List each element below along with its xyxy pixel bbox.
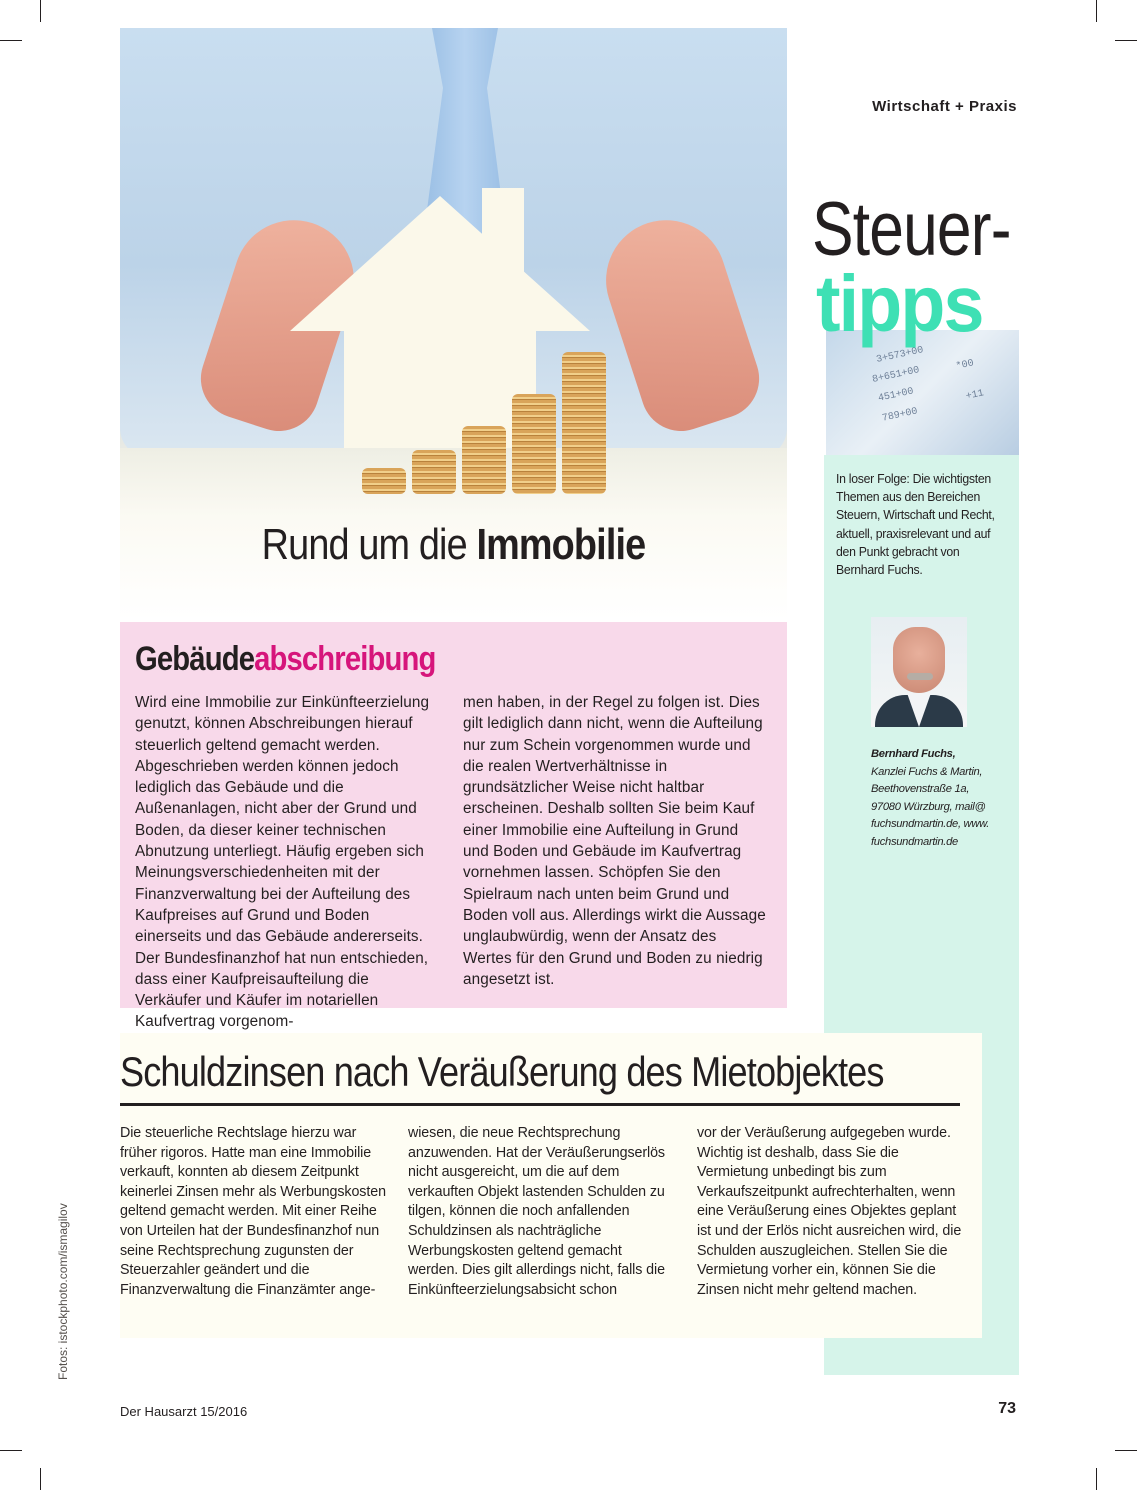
section-tag: Wirtschaft + Praxis <box>872 98 1017 115</box>
crop-mark <box>1115 40 1137 41</box>
crop-mark <box>1115 1450 1137 1451</box>
article-column-3: vor der Veräußerung aufgegeben wurde. Wichtig ist deshalb, dass Sie die Vermietung unbedingt bis zum Verkaufszeitpunkt aufrechterhalten, wenn eine Veräußerung eines Objektes geplant ist und der Erlös nicht ausreichen wird, die Schulden auszugleichen. Stellen Sie die Vermietung vorher ein, können Sie die Zinsen nicht mehr geltend machen. <box>697 1125 962 1298</box>
page-number: 73 <box>998 1400 1016 1417</box>
hero-title-bold: Immobilie <box>476 520 646 569</box>
author-info <box>871 746 1001 851</box>
author-name: Bernhard Fuchs, <box>871 748 956 760</box>
author-details: Kanzlei Fuchs & Martin, Beethovenstraße 1a, 97080 Würzburg, mail@ fuchsundmartin.de, www. fuchsundmartin.de <box>871 765 990 848</box>
heading-rule <box>120 1103 960 1106</box>
publication-footer: Der Hausarzt 15/2016 <box>120 1404 248 1419</box>
crop-mark <box>0 1450 22 1451</box>
photo-credit: Fotos: istockphoto.com/ismagilov <box>56 1203 70 1380</box>
crop-mark <box>40 0 41 22</box>
hero-title <box>167 520 741 570</box>
article-column-2: men haben, in der Regel zu folgen ist. Dies gilt lediglich dann nicht, wenn die Aufteilung nur zum Schein vorgenommen wurde und die realen Wertverhältnisse in grundsätzlicher Weise nicht haltbar erscheinen. Deshalb sollten Sie beim Kauf einer Immobilie eine Aufteilung in Grund und Boden und Gebäude im Kaufvertrag vornehmen lassen. Schöpfen Sie den Spielraum nach unten beim Grund und Boden voll aus. Allerdings wirkt die Aussage unglaubwürdig, wenn der Ansatz des Wertes für den Grund und Boden zu niedrig angesetzt ist. <box>463 694 766 988</box>
column-title-line1: Steuer- <box>812 187 1011 272</box>
article-heading <box>135 640 436 679</box>
heading-part-accent: abschreibung <box>254 640 436 678</box>
heading-part-black: Gebäude <box>135 640 255 678</box>
article-heading: Schuldzinsen nach Veräußerung des Mietobjektes <box>120 1048 884 1095</box>
crop-mark <box>0 40 22 41</box>
crop-mark <box>1096 1468 1097 1490</box>
column-title-line2: tipps <box>816 259 983 348</box>
crop-mark <box>1096 0 1097 22</box>
hero-title-light: Rund um die <box>261 520 467 569</box>
crop-mark <box>40 1468 41 1490</box>
article-column-1: Wird eine Immobilie zur Einkünfteerzielung genutzt, können Abschreibungen hierauf steuerlich geltend gemacht werden. Abgeschrieben werden können jedoch lediglich das Gebäude und die Außenanlagen, nicht aber der Grund und Boden, da dieser keiner technischen Abnutzung unterliegt. Häufig ergeben sich Meinungsverschiedenheiten mit der Finanzverwaltung bei der Aufteilung des Kaufpreises auf Grund und Boden einerseits und das Gebäude andererseits. Der Bundesfinanzhof hat nun entschieden, dass einer Kaufpreisaufteilung die Verkäufer und Käufer im notariellen Kaufvertrag vorgenom- <box>135 694 430 1031</box>
receipt-photo: 3+573+00 8+651+00 451+00 789+00 *00 +11 <box>826 330 1019 455</box>
column-intro: In loser Folge: Die wichtigsten Themen aus den Bereichen Steuern, Wirtschaft und Recht, aktuell, praxisrelevant und auf den Punkt gebracht von Bernhard Fuchs. <box>836 471 995 578</box>
article-column-1: Die steuerliche Rechtslage hierzu war früher rigoros. Hatte man eine Immobilie verkauft, konnten ab diesem Zeitpunkt keinerlei Zinsen mehr als Werbungskosten geltend gemacht werden. Mit einer Reihe von Urteilen hat der Bundesfinanzhof nun seine Rechtsprechung zugunsten der Steuerzahler geändert und die Finanzverwaltung die Finanzämter ange- <box>120 1125 386 1298</box>
author-portrait <box>871 617 967 727</box>
article-column-2: wiesen, die neue Rechtsprechung anzuwenden. Hat der Veräußerungserlös nicht ausgereicht, um die auf dem verkauften Objekt lastenden Schulden zu tilgen, können die noch anfallenden Schuldzinsen als nachträgliche Werbungskosten geltend gemacht werden. Dies gilt allerdings nicht, falls die Einkünfteerzielungsabsicht schon <box>408 1125 665 1298</box>
